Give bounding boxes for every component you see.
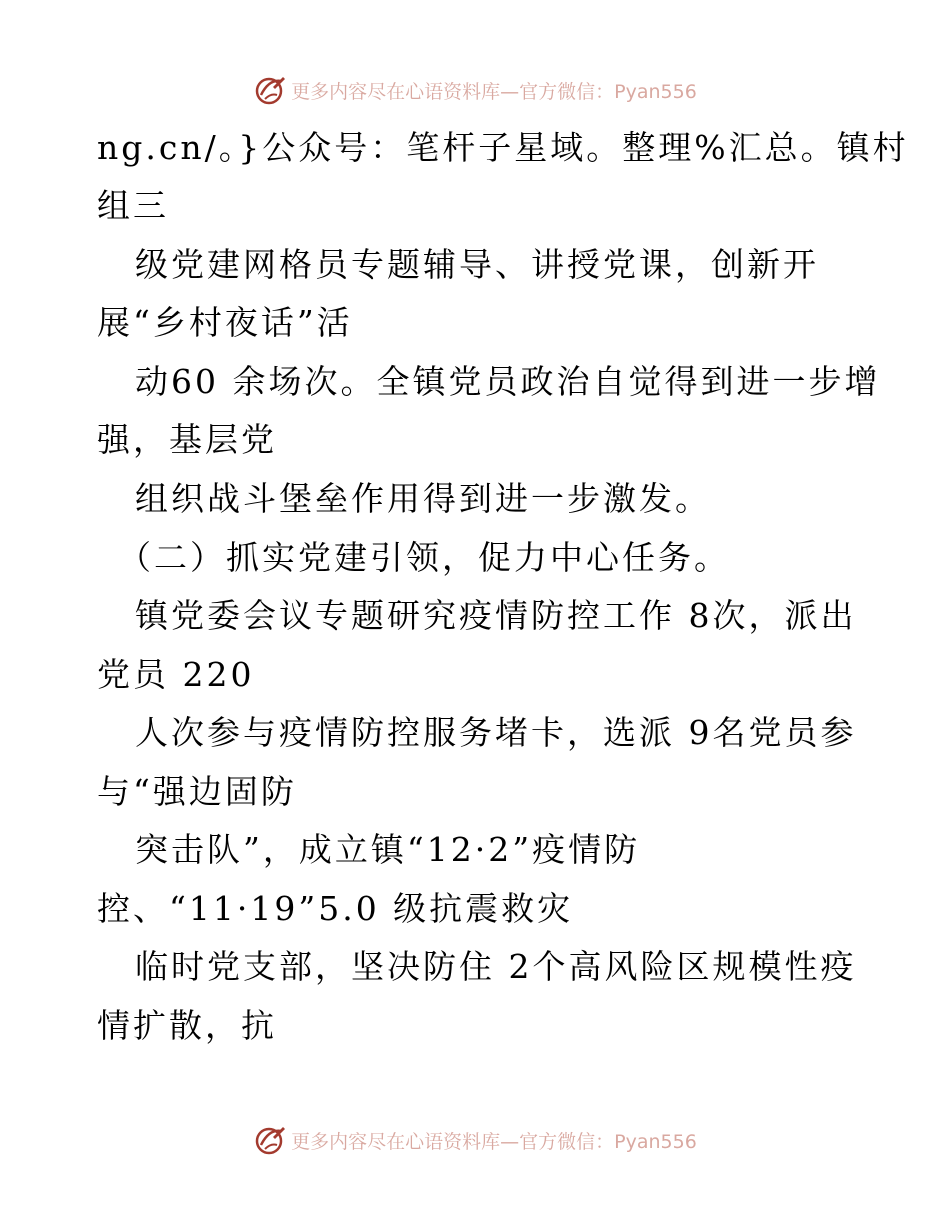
- body-line-14: 控、“11·19”5.0 级抗震救灾: [97, 889, 574, 928]
- header-watermark-banner: [0, 70, 950, 110]
- body-line-4: 展“乡村夜话”活: [97, 303, 353, 342]
- body-line-2: 组三: [97, 186, 169, 225]
- body-line-9: 镇党委会议专题研究疫情防控工作 8次，派出: [135, 596, 857, 635]
- pen-swirl-logo-icon: [253, 1123, 287, 1157]
- body-line-3: 级党建网格员专题辅导、讲授党课，创新开: [135, 245, 819, 284]
- body-line-6: 强，基层党: [97, 420, 277, 459]
- body-line-13: 突击队”，成立镇“12·2”疫情防: [135, 830, 641, 869]
- footer-watermark-text: 更多内容尽在心语资料库—官方微信：Pyan556: [291, 1130, 697, 1153]
- body-line-11: 人次参与疫情防控服务堵卡，选派 9名党员参: [135, 713, 857, 752]
- footer-watermark-banner: [0, 1120, 950, 1160]
- pen-swirl-logo-icon: [253, 73, 287, 107]
- body-line-7: 组织战斗堡垒作用得到进一步激发。: [135, 479, 711, 518]
- body-line-12: 与“强边固防: [97, 772, 297, 811]
- header-watermark-text: 更多内容尽在心语资料库—官方微信：Pyan556: [291, 80, 697, 103]
- body-line-15: 临时党支部，坚决防住 2个高风险区规模性疫: [135, 947, 857, 986]
- body-line-5: 动60 余场次。全镇党员政治自觉得到进一步增: [135, 362, 881, 401]
- body-line-16: 情扩散，抗: [97, 1006, 277, 1045]
- body-line-8: （二）抓实党建引领，促力中心任务。: [118, 538, 730, 577]
- body-line-10: 党员 220: [97, 655, 255, 694]
- body-line-1: ng.cn/。}公众号：笔杆子星域。整理%汇总。镇村: [97, 128, 909, 167]
